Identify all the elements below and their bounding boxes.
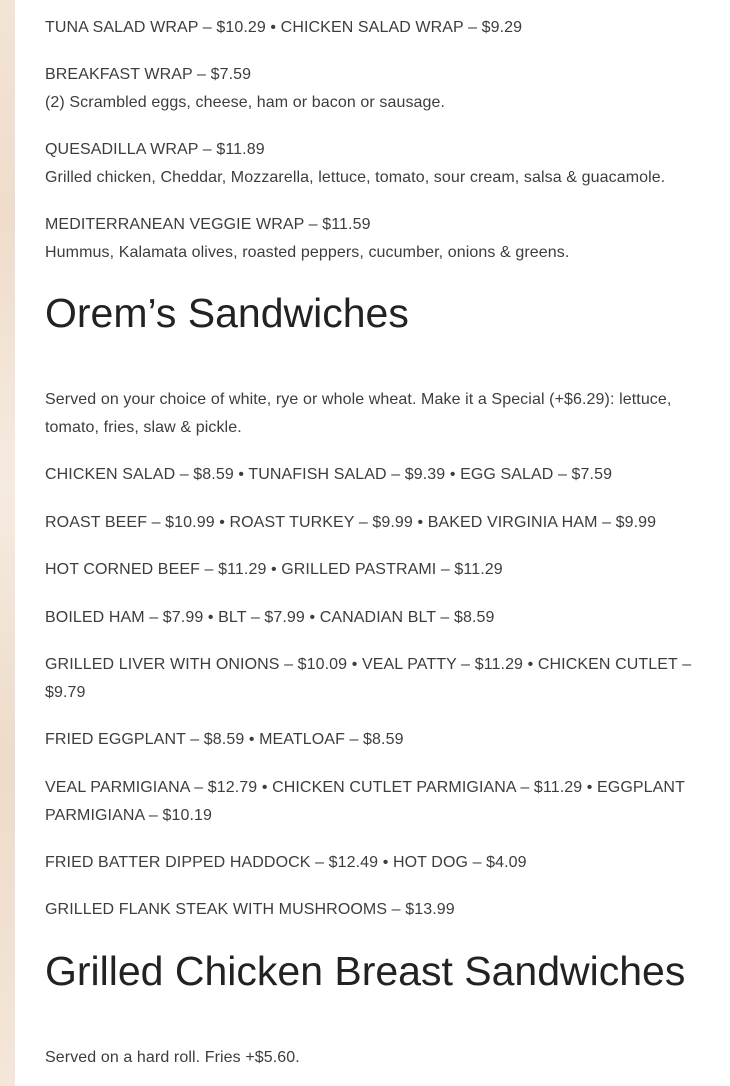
- section-heading-sandwiches: Orem’s Sandwiches: [45, 290, 409, 336]
- menu-item-description: Grilled chicken, Cheddar, Mozzarella, lettuce, tomato, sour cream, salsa & guacamole.: [45, 169, 666, 186]
- menu-item-line: GRILLED FLANK STEAK WITH MUSHROOMS – $13.99: [45, 901, 455, 918]
- menu-item-tuna-chicken-salad-wraps: TUNA SALAD WRAP – $10.29 • CHICKEN SALAD WRAP – $9.29: [45, 19, 523, 36]
- menu-item-line: ROAST BEEF – $10.99 • ROAST TURKEY – $9.99 • BAKED VIRGINIA HAM – $9.99: [45, 514, 657, 531]
- menu-item-line: GRILLED LIVER WITH ONIONS – $10.09 • VEAL PATTY – $11.29 • CHICKEN CUTLET – $9.79: [45, 656, 692, 701]
- menu-item-line: VEAL PARMIGIANA – $12.79 • CHICKEN CUTLET PARMIGIANA – $11.29 • EGGPLANT PARMIGIANA – $10.19: [45, 779, 685, 824]
- section-intro: Served on a hard roll. Fries +$5.60.: [45, 1049, 300, 1066]
- section-heading-grilled-chicken: Grilled Chicken Breast Sandwiches: [45, 948, 686, 994]
- menu-item-quesadilla-wrap: QUESADILLA WRAP – $11.89: [45, 141, 265, 158]
- menu-item-breakfast-wrap: BREAKFAST WRAP – $7.59: [45, 66, 252, 83]
- menu-item-line: CHICKEN SALAD – $8.59 • TUNAFISH SALAD – $9.39 • EGG SALAD – $7.59: [45, 466, 613, 483]
- menu-item-description: (2) Scrambled eggs, cheese, ham or bacon or sausage.: [45, 94, 446, 111]
- menu-item-line: FRIED EGGPLANT – $8.59 • MEATLOAF – $8.59: [45, 731, 404, 748]
- section-intro: Served on your choice of white, rye or whole wheat. Make it a Special (+$6.29): lettuce, tomato, fries, slaw & pickle.: [45, 391, 672, 436]
- menu-item-line: BOILED HAM – $7.99 • BLT – $7.99 • CANADIAN BLT – $8.59: [45, 609, 495, 626]
- menu-item-line: FRIED BATTER DIPPED HADDOCK – $12.49 • HOT DOG – $4.09: [45, 854, 527, 871]
- menu-item-mediterranean-veggie-wrap: MEDITERRANEAN VEGGIE WRAP – $11.59: [45, 216, 371, 233]
- menu-item-line: HOT CORNED BEEF – $11.29 • GRILLED PASTRAMI – $11.29: [45, 561, 503, 578]
- page-background-edge: [0, 0, 15, 1086]
- menu-item-description: Hummus, Kalamata olives, roasted peppers, cucumber, onions & greens.: [45, 244, 570, 261]
